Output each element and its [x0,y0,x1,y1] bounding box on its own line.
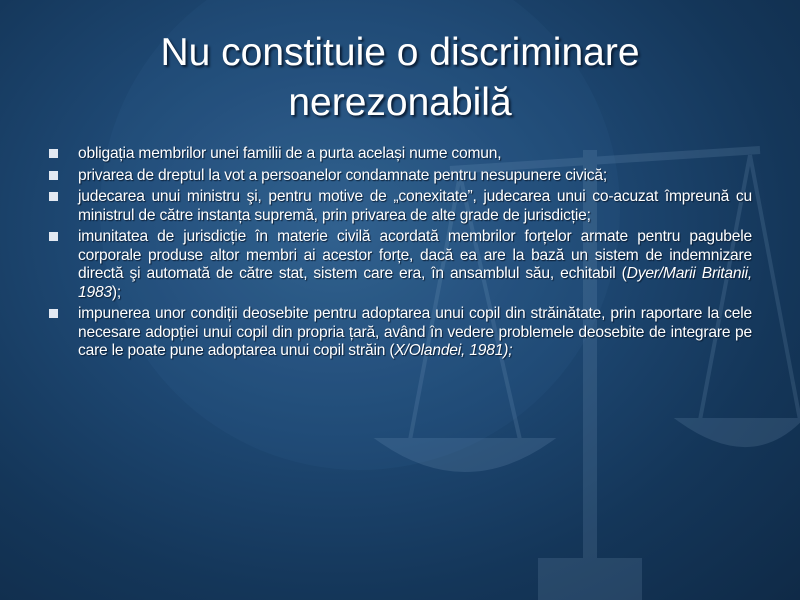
bullet-item [48,305,752,361]
bullet-item [48,145,752,164]
square-bullet-icon [49,232,58,241]
bullet-text: judecarea unui ministru şi, pentru motive de „conexitate”, judecarea unui co-acuzat împreună cu ministrul de către instanța supremă, prin privarea de alte grade de jurisdicție; [78,188,752,224]
square-bullet-icon [49,149,58,158]
bullet-text: obligația membrilor unei familii de a purta același nume comun, [78,145,502,162]
case-citation: Dyer/Marii Britanii, 1983 [78,265,753,301]
bullet-text: imunitatea de jurisdicție în materie civilă acordată membrilor forțelor armate pentru pagubele corporale produse altor membri ai acestor forțe, dacă ea are la bază un sistem de indemnizare directă şi automată de către stat, sistem care era, în ansamblul său, echitabil ( [78,228,752,282]
square-bullet-icon [49,192,58,201]
bullet-item [48,228,752,302]
bullet-item [48,188,752,225]
case-citation: X/Olandei, 1981); [394,342,513,359]
square-bullet-icon [49,309,58,318]
title-line-2: nerezonabilă [288,81,512,124]
bullet-text: privarea de dreptul la vot a persoanelor condamnate pentru nesupunere civică; [78,166,607,184]
square-bullet-icon [49,171,58,180]
bullet-list [48,145,752,364]
bullet-text: impunerea unor condiții deosebite pentru adoptarea unui copil din străinătate, prin raportare la cele necesare adopției unui copil din propria țară, având în vedere problemele deosebite de integrare pe care le poate pune adoptarea unui copil străin ( [78,305,752,359]
bullet-item [48,167,752,186]
slide-title [60,28,740,128]
bullet-text-end: ); [111,283,122,301]
title-line-1: Nu constituie o discriminare [160,31,640,74]
